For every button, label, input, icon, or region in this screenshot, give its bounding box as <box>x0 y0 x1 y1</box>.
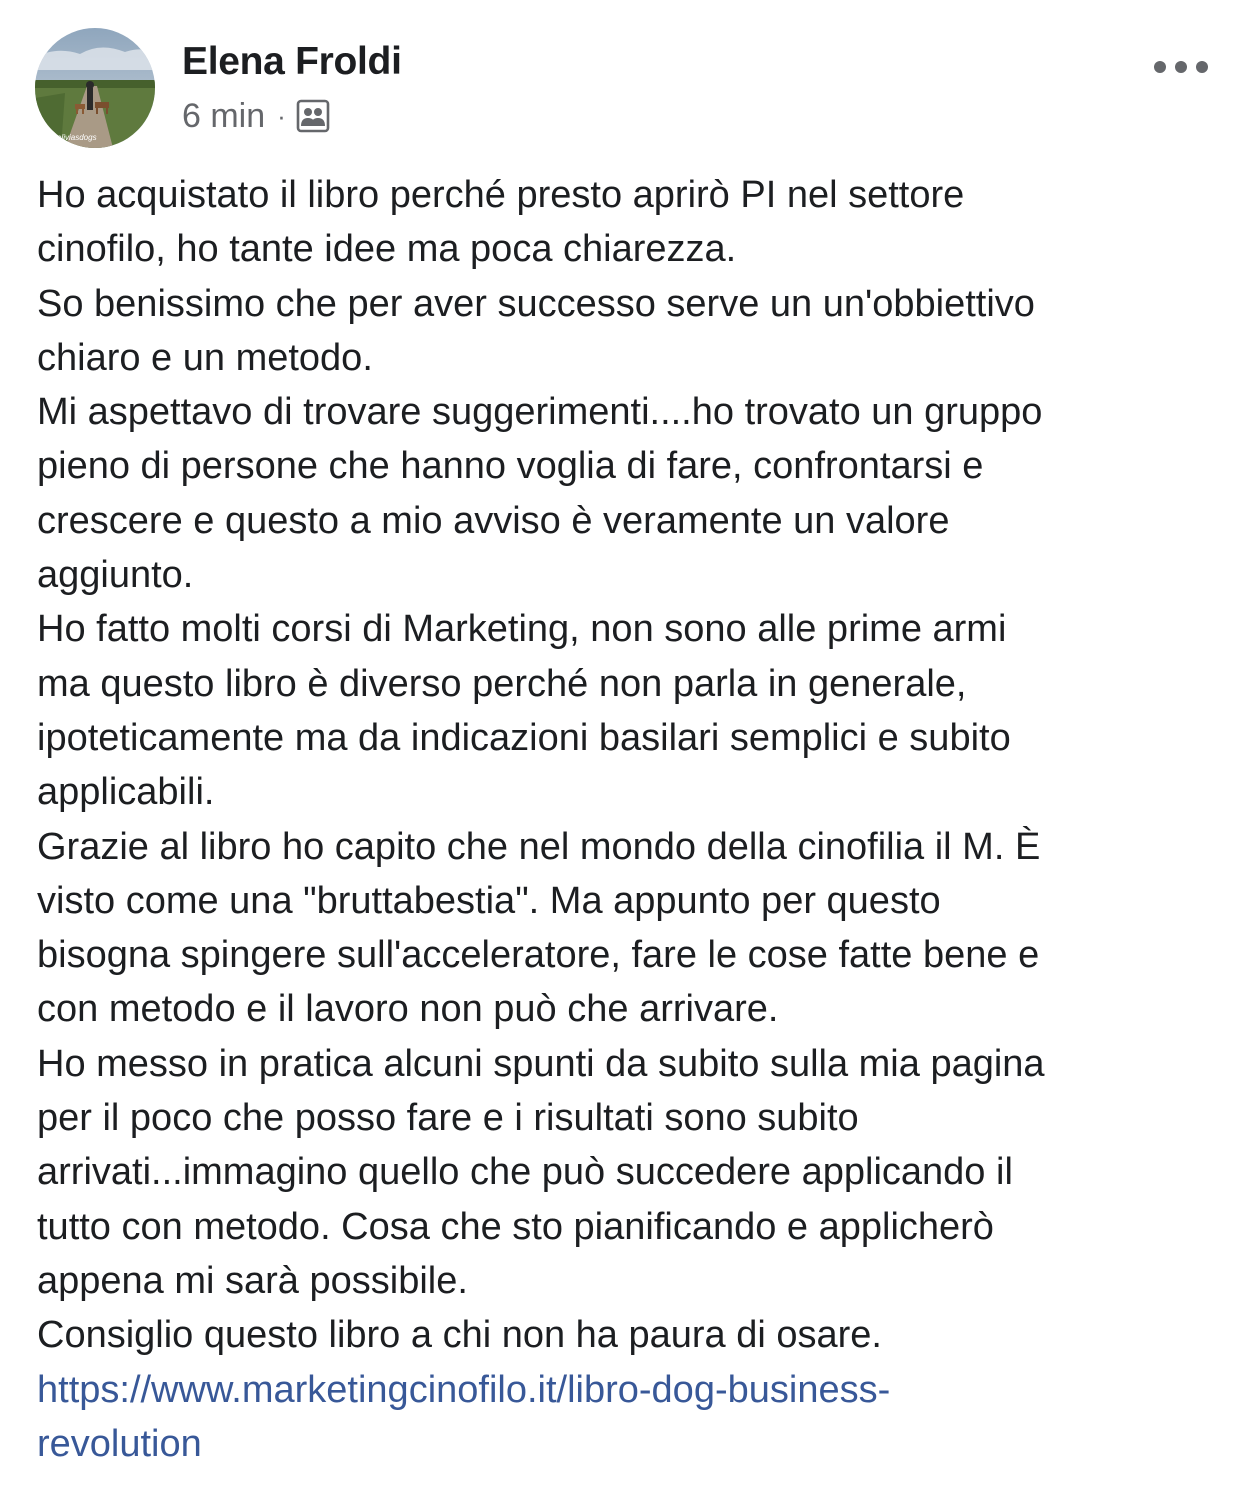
post-time[interactable]: 6 min <box>182 96 266 135</box>
post-text-line: arrivati...immagino quello che può succedere applicando il <box>37 1151 1013 1194</box>
post-text-line: pieno di persone che hanno voglia di fare, confrontarsi e <box>37 445 984 488</box>
post-text-line: appena mi sarà possibile. <box>37 1259 468 1302</box>
post-text-line: chiaro e un metodo. <box>37 336 373 379</box>
post-text-line: aggiunto. <box>37 554 194 597</box>
post-link-line[interactable]: revolution <box>37 1422 202 1465</box>
post-text-line: Consiglio questo libro a chi non ha paura di osare. <box>37 1314 882 1357</box>
post-text-line: ma questo libro è diverso perché non parla in generale, <box>37 662 967 705</box>
post-text-line: crescere e questo a mio avviso è veramente un valore <box>37 499 950 542</box>
post-text-line: Ho acquistato il libro perché presto aprirò PI nel settore <box>37 174 965 216</box>
post-link[interactable] <box>37 1363 1217 1472</box>
ellipsis-dot <box>1175 61 1187 73</box>
post-text-line: applicabili. <box>37 771 215 814</box>
post-text-line: Ho fatto molti corsi di Marketing, non sono alle prime armi <box>37 608 1007 651</box>
post-link-line[interactable]: https://www.marketingcinofilo.it/libro-dog-business- <box>37 1368 891 1411</box>
post-text-line: visto come una "bruttabestia". Ma appunto per questo <box>37 879 941 922</box>
post-text-line: So benissimo che per aver successo serve un un'obbiettivo <box>37 282 1035 325</box>
post-text-line: bisogna spingere sull'acceleratore, fare le cose fatte bene e <box>37 934 1040 977</box>
more-options-button[interactable] <box>1154 52 1208 82</box>
avatar-watermark: oliviasdogs <box>57 133 97 142</box>
post-meta <box>182 94 330 138</box>
group-icon <box>296 99 330 133</box>
meta-separator: · <box>277 101 286 131</box>
post-text-line: Ho messo in pratica alcuni spunti da subito sulla mia pagina <box>37 1042 1045 1085</box>
post-text-line: Grazie al libro ho capito che nel mondo della cinofilia il M. È <box>37 825 1041 868</box>
author-avatar[interactable] <box>35 28 155 148</box>
post-text-line: ipoteticamente ma da indicazioni basilari semplici e subito <box>37 716 1011 759</box>
ellipsis-dot <box>1196 61 1208 73</box>
author-name[interactable]: Elena Froldi <box>182 40 402 83</box>
post-text-line: Mi aspettavo di trovare suggerimenti....ho trovato un gruppo <box>37 391 1043 434</box>
post-text-line: con metodo e il lavoro non può che arrivare. <box>37 988 779 1031</box>
post-text-line: per il poco che posso fare e i risultati sono subito <box>37 1097 859 1140</box>
ellipsis-icon <box>1154 61 1166 73</box>
post-text-line: tutto con metodo. Cosa che sto pianificando e applicherò <box>37 1205 994 1248</box>
post-body <box>37 168 1217 1471</box>
avatar-photo <box>35 28 155 148</box>
post-text-line: cinofilo, ho tante idee ma poca chiarezza. <box>37 228 737 271</box>
